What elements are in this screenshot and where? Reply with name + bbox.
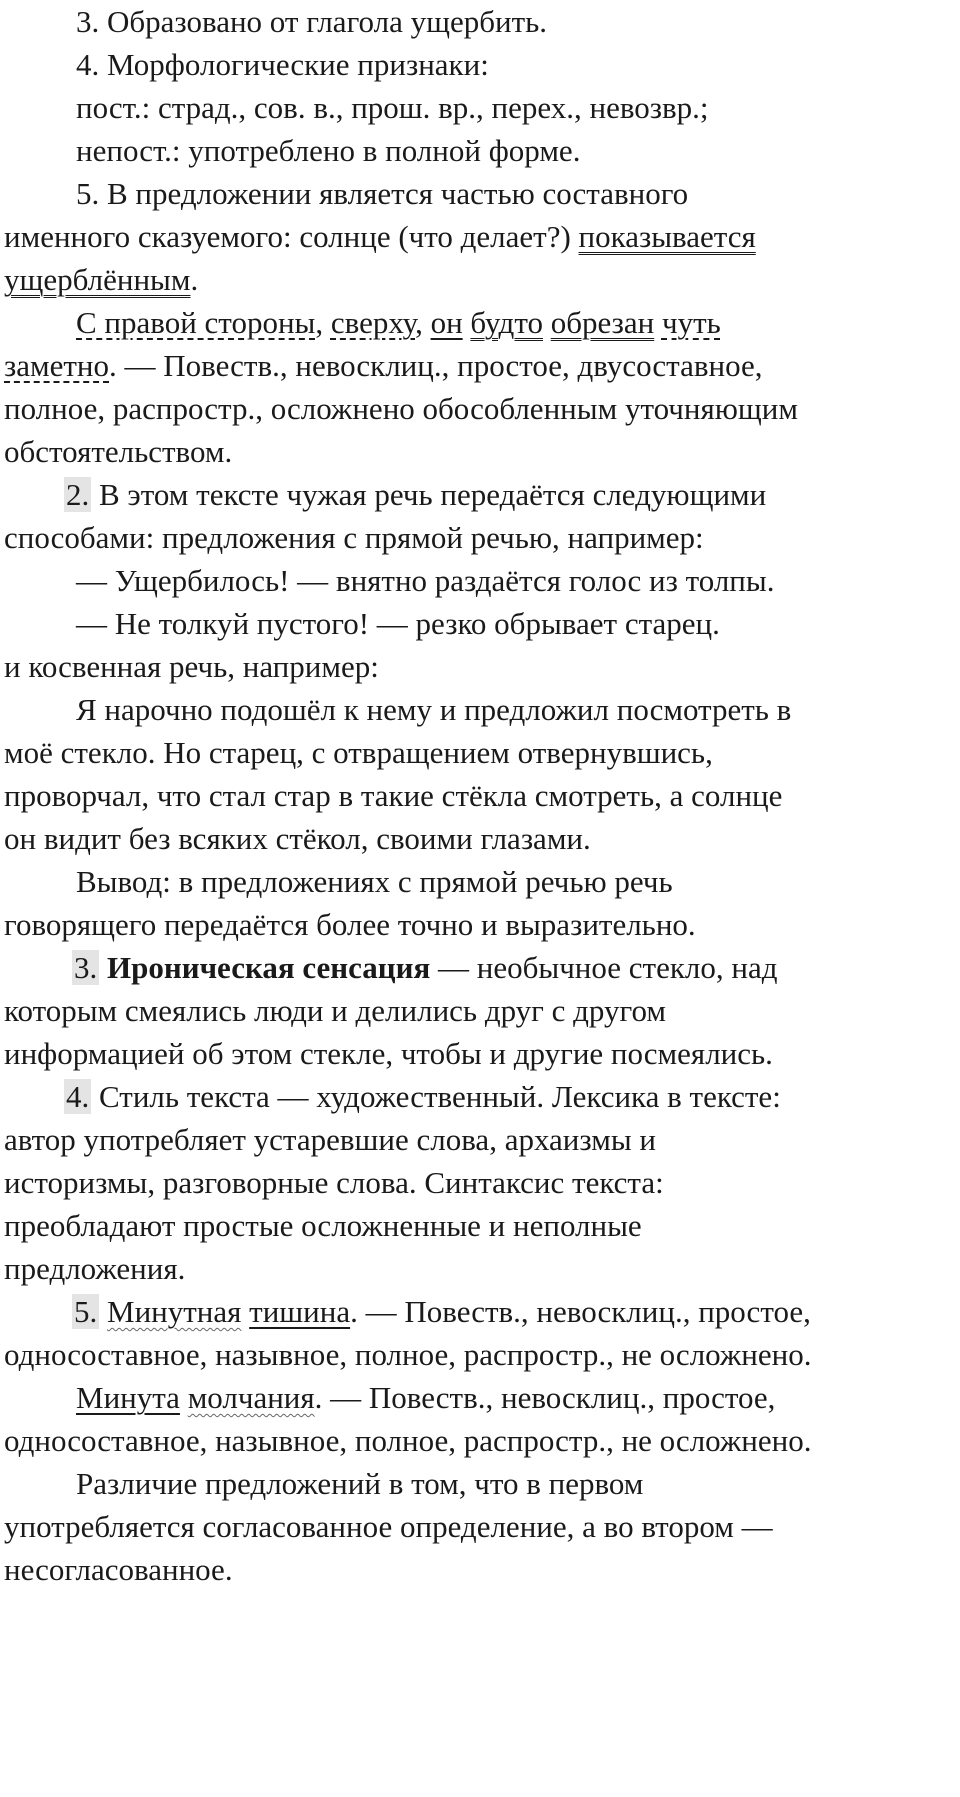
line-text: — необычное стекло, над [430, 950, 778, 985]
line-text: . — Повеств., невосклиц., простое, [314, 1380, 776, 1415]
line-text: проворчал, что стал стар в такие стёкла смотреть, а солнце [4, 778, 783, 813]
main-member-word: Минута [76, 1380, 180, 1415]
line-text: Я нарочно подошёл к нему и предложил посмотреть в [76, 692, 792, 727]
text-line [4, 1249, 185, 1289]
text-line [64, 1077, 781, 1117]
text-line [76, 131, 580, 171]
text-line [64, 475, 766, 515]
text-line [4, 1421, 812, 1461]
line-text: обстоятельством. [4, 434, 233, 469]
line-text: предложения. [4, 1251, 186, 1286]
line-text: говорящего передаётся более точно и выразительно. [4, 907, 696, 942]
predicate-word: показывается [578, 219, 756, 254]
line-text: он видит без всяких стёкол, своими глазами. [4, 821, 591, 856]
text-line [4, 819, 591, 859]
line-text: несогласованное. [4, 1552, 233, 1587]
line-text: . — Повеств., невосклиц., простое, [350, 1294, 811, 1329]
text-line [72, 1292, 811, 1332]
line-text: полное, распростр., осложнено обособленным уточняющим [4, 391, 798, 426]
adverbial-word: заметно [4, 348, 110, 383]
line-text: — Ущербилось! — внятно раздаётся голос из толпы. [76, 563, 775, 598]
text-line [76, 1464, 643, 1504]
line-text: 3. Образовано от глагола ущербить. [76, 4, 548, 39]
line-text: автор употребляет устаревшие слова, архаизмы и [4, 1122, 656, 1157]
text-line [4, 1120, 656, 1160]
line-text: — Не толкуй пустого! — резко обрывает старец. [76, 606, 720, 641]
subject-word: он [430, 305, 463, 340]
line-text: 5. В предложении является частью составного [76, 176, 689, 211]
text-line [76, 174, 688, 214]
line-text: Стиль текста — художественный. Лексика в тексте: [91, 1079, 781, 1114]
line-text: употребляется согласованное определение, а во втором — [4, 1509, 773, 1544]
text-line [4, 991, 666, 1031]
main-member-word: тишина [249, 1294, 351, 1329]
line-text: информацией об этом стекле, чтобы и другие посмеялись. [4, 1036, 773, 1071]
adverbial-word: сверху [330, 305, 416, 340]
line-text: историзмы, разговорные слова. Синтаксис текста: [4, 1165, 664, 1200]
space [241, 1294, 249, 1329]
bold-term: Ироническая сенсация [107, 950, 431, 985]
text-line [4, 432, 232, 472]
line-text: В этом тексте чужая речь передаётся следующими [91, 477, 767, 512]
line-text: преобладают простые осложненные и неполные [4, 1208, 642, 1243]
text-line [76, 303, 721, 343]
line-text: пост.: страд., сов. в., прош. вр., перех., невозвр.; [76, 90, 709, 125]
text-line [4, 905, 696, 945]
line-text: односоставное, назывное, полное, распростр., не осложнено. [4, 1337, 812, 1372]
text-line [4, 346, 762, 386]
adverbial-word: чуть [661, 305, 721, 340]
text-line [4, 1034, 773, 1074]
line-text: способами: предложения с прямой речью, например: [4, 520, 704, 555]
text-line [76, 862, 673, 902]
line-text: Вывод: в предложениях с прямой речью речь [76, 864, 673, 899]
text-line [4, 1507, 773, 1547]
text-line [4, 1550, 233, 1590]
text-line [76, 690, 791, 730]
text-line [76, 561, 774, 601]
text-line [76, 45, 489, 85]
item-number: 4. [66, 1079, 90, 1114]
text-line [76, 604, 720, 644]
predicate-word: ущерблённым [4, 262, 191, 297]
predicate-word: будто [470, 305, 543, 340]
punctuation: , [315, 305, 331, 340]
attribute-word: молчания [187, 1380, 315, 1415]
line-text: односоставное, назывное, полное, распростр., не осложнено. [4, 1423, 812, 1458]
text-line [4, 1335, 812, 1375]
text-line [4, 1206, 642, 1246]
text-line [4, 1163, 664, 1203]
text-line [76, 88, 709, 128]
line-text: именного сказуемого: солнце (что делает?) [4, 219, 579, 254]
space [180, 1380, 188, 1415]
space [543, 305, 551, 340]
line-text: и косвенная речь, например: [4, 649, 379, 684]
line-text: Различие предложений в том, что в первом [76, 1466, 644, 1501]
line-text: . [190, 262, 199, 297]
text-line [76, 1378, 775, 1418]
space [654, 305, 662, 340]
line-text: непост.: употреблено в полной форме. [76, 133, 581, 168]
text-line [4, 733, 713, 773]
text-line [76, 2, 547, 42]
text-line [4, 776, 782, 816]
predicate-word: обрезан [550, 305, 655, 340]
text-line [4, 518, 704, 558]
line-text: 4. Морфологические признаки: [76, 47, 489, 82]
text-line [4, 217, 756, 257]
adverbial-phrase: С правой стороны [76, 305, 316, 340]
text-line [4, 389, 798, 429]
item-number: 3. [74, 950, 98, 985]
item-number: 2. [66, 477, 90, 512]
line-text: . — Повеств., невосклиц., простое, двусоставное, [109, 348, 763, 383]
text-line [4, 260, 198, 300]
punctuation: , [415, 305, 431, 340]
text-line [72, 948, 778, 988]
line-text: моё стекло. Но старец, с отвращением отвернувшись, [4, 735, 713, 770]
text-line [4, 647, 379, 687]
line-text: которым смеялись люди и делились друг с другом [4, 993, 666, 1028]
attribute-word: Минутная [107, 1294, 242, 1329]
item-number: 5. [74, 1294, 98, 1329]
